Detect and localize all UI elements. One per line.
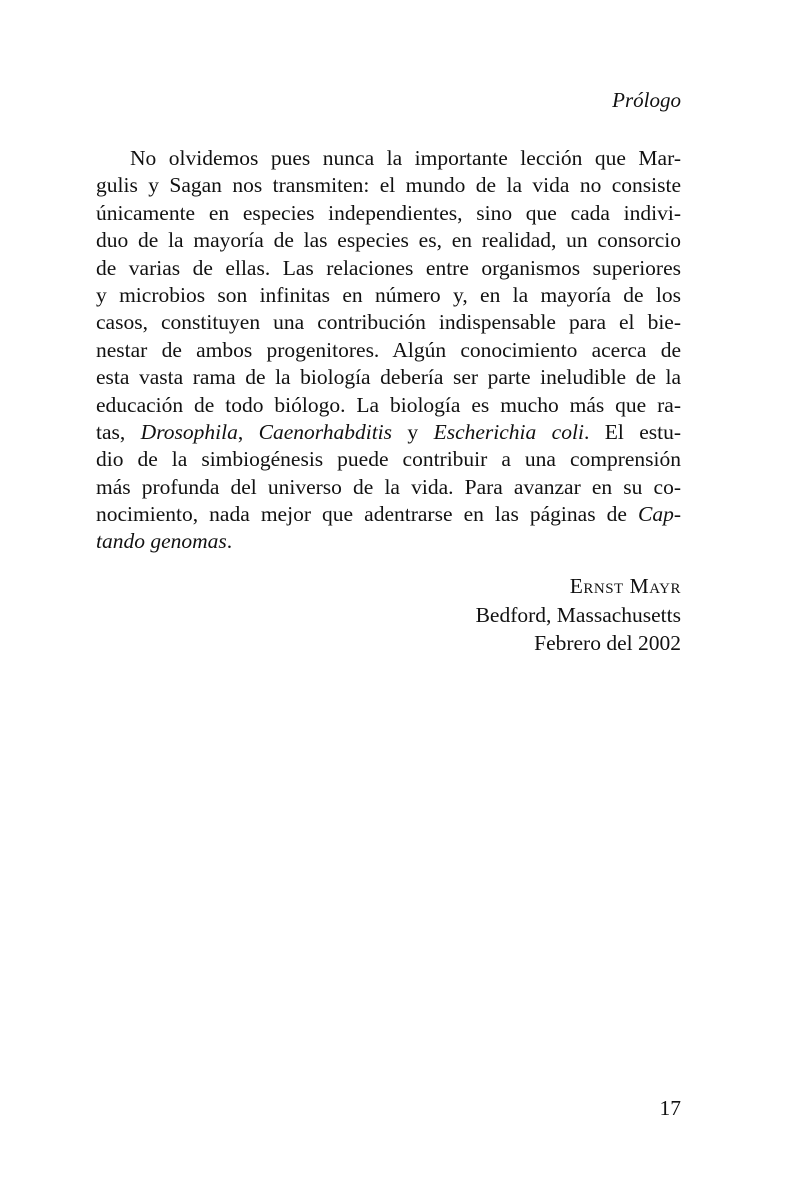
text-line: duo de la mayoría de las especies es, en realidad, un consorcio (96, 228, 681, 253)
text-line (96, 528, 681, 555)
italic-species-name: Escherichia coli (433, 419, 584, 444)
text-line (96, 419, 681, 446)
running-head-title: Prólogo (612, 88, 681, 112)
italic-book-title: Cap- (638, 502, 681, 527)
text-span: . (226, 529, 233, 554)
page-number: 17 (659, 1096, 681, 1120)
text-line: más profunda del universo de la vida. Para avanzar en su co- (96, 474, 681, 499)
text-line: gulis y Sagan nos transmiten: el mundo de la vida no consiste (96, 173, 681, 198)
signature-place: Bedford, Massachusetts (475, 602, 681, 627)
text-span: nocimiento, nada mejor que adentrarse en las páginas de (96, 502, 638, 527)
text-line: No olvidemos pues nunca la importante lección que Mar- (130, 146, 681, 170)
author-name: Ernst Mayr (569, 574, 681, 598)
text-line: educación de todo biólogo. La biología es mucho más que ra- (96, 392, 681, 417)
text-span: , (237, 419, 259, 444)
text-line: casos, constituyen una contribución indispensable para el bie- (96, 310, 681, 335)
body-paragraph (96, 145, 681, 556)
signature-block (476, 572, 681, 658)
text-line: esta vasta rama de la biología debería ser parte ineludible de la (96, 365, 681, 390)
text-line: y microbios son infinitas en número y, en la mayoría de los (96, 282, 681, 307)
signature-date: Febrero del 2002 (534, 631, 681, 655)
text-line: dio de la simbiogénesis puede contribuir a una comprensión (96, 447, 681, 472)
text-span: y (392, 419, 434, 444)
text-line (96, 501, 681, 528)
italic-species-name: Drosophila (140, 419, 238, 444)
text-line: de varias de ellas. Las relaciones entre organismos superiores (96, 255, 681, 280)
text-line: únicamente en especies independientes, sino que cada indivi- (96, 200, 681, 225)
italic-book-title: tando genomas (96, 529, 227, 554)
text-span: . El estu- (583, 419, 682, 444)
text-line: nestar de ambos progenitores. Algún conocimiento acerca de (96, 337, 681, 362)
italic-species-name: Caenorhabditis (258, 419, 393, 444)
text-span: tas, (96, 419, 141, 444)
